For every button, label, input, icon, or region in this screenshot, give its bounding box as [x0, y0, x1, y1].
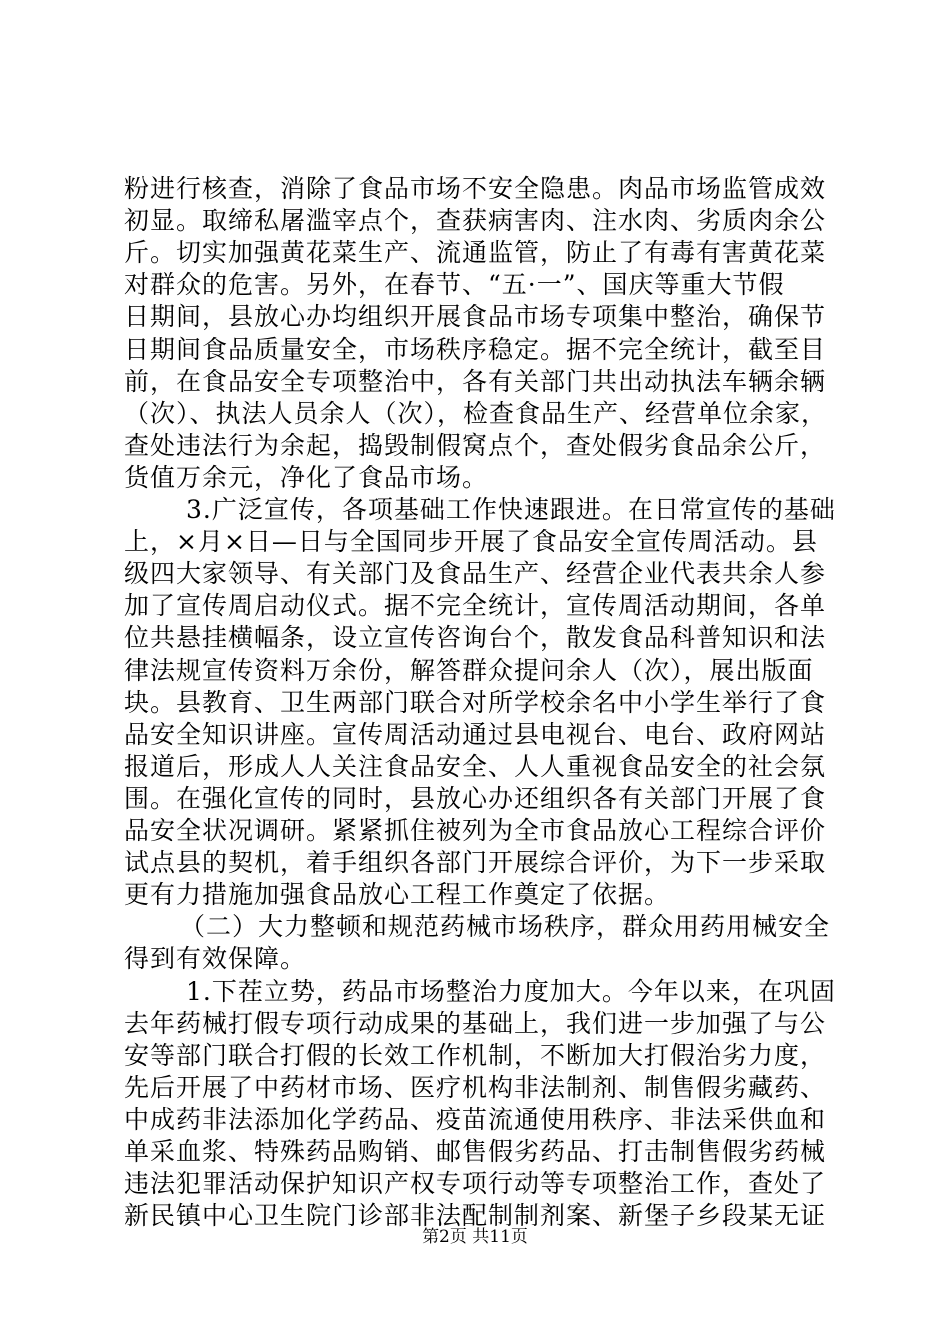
text-line: 级四大家领导、有关部门及食品生产、经营企业代表共余人参 — [124, 559, 827, 588]
text-line: 1.下茬立势，药品市场整治力度加大。今年以来，在巩固 — [186, 977, 836, 1006]
page-number: 第2页 — [422, 1227, 467, 1247]
text-line: 查处违法行为余起，捣毁制假窝点个，查处假劣食品余公斤， — [124, 431, 827, 460]
text-line: 日期间，县放心办均组织开展食品市场专项集中整治，确保节 — [124, 302, 827, 331]
text-line: 律法规宣传资料万余份，解答群众提问余人（次），展出版面 — [124, 656, 814, 685]
text-line: 品安全知识讲座。宣传周活动通过县电视台、电台、政府网站 — [124, 720, 827, 749]
text-line: 围。在强化宣传的同时，县放心办还组织各有关部门开展了食 — [124, 784, 827, 813]
text-line: 货值万余元，净化了食品市场。 — [124, 463, 489, 492]
section-heading-line: 得到有效保障。 — [124, 944, 307, 973]
text-line: 上，×月×日—日与全国同步开展了食品安全宣传周活动。县 — [124, 527, 818, 556]
text-line: 块。县教育、卫生两部门联合对所学校余名中小学生举行了食 — [124, 688, 827, 717]
text-line: 位共悬挂横幅条，设立宣传咨询台个，散发食品科普知识和法 — [124, 623, 827, 652]
text-line: 中成药非法添加化学药品、疫苗流通使用秩序、非法采供血和 — [124, 1105, 827, 1134]
text-line: 对群众的危害。另外，在春节、“五·一”、国庆等重大节假 — [124, 270, 785, 299]
text-line: 先后开展了中药材市场、医疗机构非法制剂、制售假劣藏药、 — [124, 1073, 827, 1102]
text-line: 违法犯罪活动保护知识产权专项行动等专项整治工作，查处了 — [124, 1169, 827, 1198]
text-line: 单采血浆、特殊药品购销、邮售假劣药品、打击制售假劣药械 — [124, 1137, 827, 1166]
page-total: 共11页 — [472, 1227, 528, 1247]
section-heading-line: （二）大力整顿和规范药械市场秩序，群众用药用械安全 — [180, 912, 831, 941]
text-line: 加了宣传周启动仪式。据不完全统计，宣传周活动期间，各单 — [124, 591, 827, 620]
text-line: 斤。切实加强黄花菜生产、流通监管，防止了有毒有害黄花菜 — [124, 238, 827, 267]
text-line: （次）、执法人员余人（次），检查食品生产、经营单位余家， — [124, 399, 828, 428]
text-line: 更有力措施加强食品放心工程工作奠定了依据。 — [124, 880, 671, 909]
text-line: 安等部门联合打假的长效工作机制，不断加大打假治劣力度， — [124, 1041, 827, 1070]
text-line: 去年药械打假专项行动成果的基础上，我们进一步加强了与公 — [124, 1009, 827, 1038]
text-line: 前，在食品安全专项整治中，各有关部门共出动执法车辆余辆 — [124, 367, 827, 396]
text-line: 粉进行核查，消除了食品市场不安全隐患。肉品市场监管成效 — [124, 174, 827, 203]
page-footer — [0, 1226, 950, 1248]
text-line: 日期间食品质量安全，市场秩序稳定。据不完全统计，截至目 — [124, 335, 827, 364]
text-line: 试点县的契机，着手组织各部门开展综合评价，为下一步采取 — [124, 848, 827, 877]
text-line: 报道后，形成人人关注食品安全、人人重视食品安全的社会氛 — [124, 752, 827, 781]
text-line: 初显。取缔私屠滥宰点个，查获病害肉、注水肉、劣质肉余公 — [124, 206, 827, 235]
text-line: 3.广泛宣传，各项基础工作快速跟进。在日常宣传的基础 — [186, 495, 836, 524]
text-line: 品安全状况调研。紧紧抓住被列为全市食品放心工程综合评价 — [124, 816, 827, 845]
text-line: 新民镇中心卫生院门诊部非法配制制剂案、新堡子乡段某无证 — [124, 1201, 827, 1230]
